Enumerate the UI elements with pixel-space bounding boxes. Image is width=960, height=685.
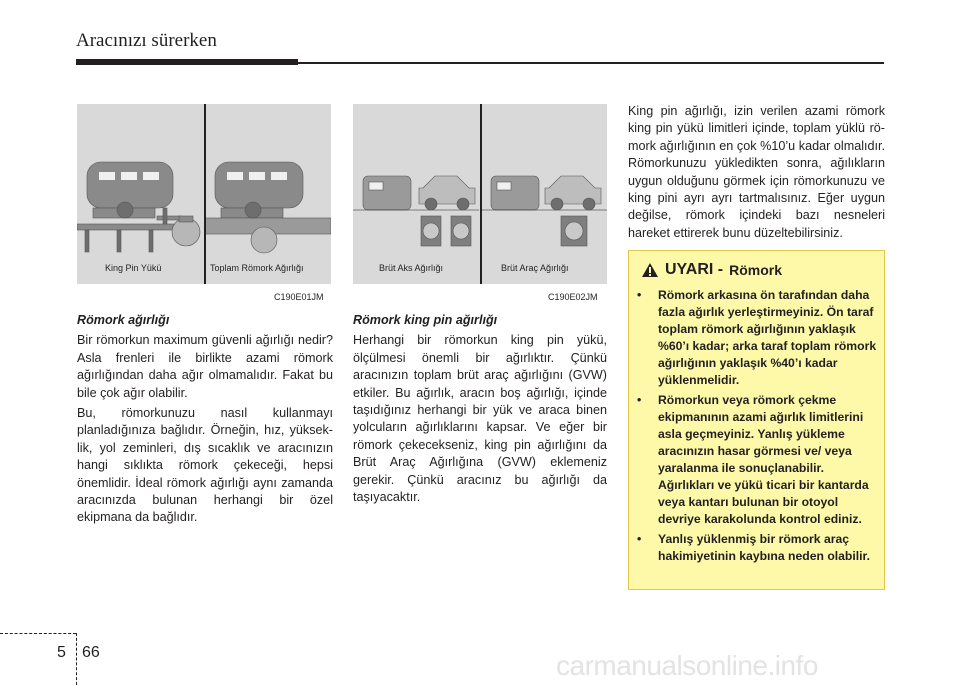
caption-gross-vehicle-weight: Brüt Araç Ağırlığı bbox=[501, 263, 569, 273]
figure-code: C190E01JM bbox=[274, 292, 324, 302]
figure-code: C190E02JM bbox=[548, 292, 598, 302]
footer-crop-line bbox=[0, 633, 76, 635]
header-rule-thick bbox=[76, 59, 298, 65]
column-king-pin-weight bbox=[353, 312, 607, 509]
paragraph: King pin ağırlığı, izin verilen azami römork king pin yükü limitleri içinde, toplam yüklü rö-mork ağırlığının en çok %10’u kadar olmalıdır. Römorkunuzu yükledikten sonra, ağılıkların uygun olduğunu görmek için römorkunuzu ve king pini ayrı ayrı tartmalısınız. Eğer uygun değilse, römork içindeki bazı nesneleri hareket ettirerek bunu düzeltebilirsiniz. bbox=[628, 104, 885, 240]
page-number: 66 bbox=[82, 644, 100, 661]
caption-king-pin-load: King Pin Yükü bbox=[105, 263, 162, 273]
paragraph: Bir römorkun maximum güvenli ağırlığı nedir? Asla frenleri ile birlikte azami römork ağırlığından daha ağır olmamalıdır. Fakat bu bile çok ağır olabilir. bbox=[77, 333, 333, 400]
caption-total-trailer-weight: Toplam Römork Ağırlığı bbox=[210, 263, 304, 273]
paragraph: Bu, römorkunuzu nasıl kullanmayı planladığınıza bağlıdır. Örneğin, hız, yüksek-lik, yol zeminleri, dış sıcaklık ve aracınızın hangi sıklıkta römork çekeceği, hepsi önemlidir. İdeal römork ağırlığı aynı zamanda aracınızda bulunan herhangi bir özel ekipmana da bağlıdır. bbox=[77, 406, 333, 525]
warning-box bbox=[628, 250, 885, 590]
list-item: • Römorkun veya römork çekme ekipmanının azami ağırlık limitlerini asla geçmeyiniz. Yanlış yükleme aracınızın hasar görmesi ve/ veya yaralanma ile sonuçlanabilir. Ağırlıkları ve yükü ticari bir kantarda veya kantarı bulunan bir otoyol devriye karakolunda kontrol ediniz. bbox=[637, 393, 869, 526]
footer-crop-line bbox=[76, 633, 78, 685]
caption-gross-axle-weight: Brüt Aks Ağırlığı bbox=[379, 263, 444, 273]
watermark: carmanualsonline.info bbox=[556, 650, 818, 681]
header-rule-thin bbox=[298, 62, 884, 64]
column-king-pin-limits bbox=[628, 103, 885, 245]
list-item: • Yanlış yüklenmiş bir römork araç hakimiyetinin kaybına neden olabilir. bbox=[637, 532, 870, 563]
section-heading: Römork king pin ağırlığı bbox=[353, 313, 498, 327]
warning-topic: Römork bbox=[729, 262, 782, 278]
page-header-title: Aracınızı sürerken bbox=[76, 30, 217, 51]
warning-list bbox=[637, 287, 877, 568]
warning-label: UYARI - bbox=[665, 261, 724, 278]
figure-divider bbox=[480, 104, 482, 284]
list-item: • Römork arkasına ön tarafından daha fazla ağırlık yerleştirmeyiniz. Ön taraf toplam römork ağırlığının yaklaşık %60’ı kadar; arka taraf toplam römork ağırlığının yaklaşık %40’ı kadar yüklenmelidir. bbox=[637, 288, 877, 387]
figure-divider bbox=[204, 104, 206, 284]
paragraph: Herhangi bir römorkun king pin yükü, ölçülmesi önemli bir ağırlıktır. Çünkü aracınızın toplam brüt araç ağırlığını (GVW) etkiler. Bu ağırlık, aracın boş ağırlığı, içinde taşıdığınız herhangi bir yük ve araca binen yolcuların ağırlıklarını kapsar. Ve eğer bir römork çekecekseniz, king pin ağırlığını da Brüt Araç Ağırlığına (GVW) eklemeniz gerekir. Çünkü aracınız bu ağırlığı da taşıyacaktır. bbox=[353, 333, 607, 505]
warning-triangle-icon bbox=[641, 262, 659, 278]
section-number: 5 bbox=[57, 644, 66, 661]
figure-trailer-weight bbox=[77, 104, 331, 284]
section-heading: Römork ağırlığı bbox=[77, 313, 170, 327]
column-trailer-weight bbox=[77, 312, 333, 530]
warning-title bbox=[641, 261, 782, 279]
figure-axle-vehicle-weight bbox=[353, 104, 607, 284]
